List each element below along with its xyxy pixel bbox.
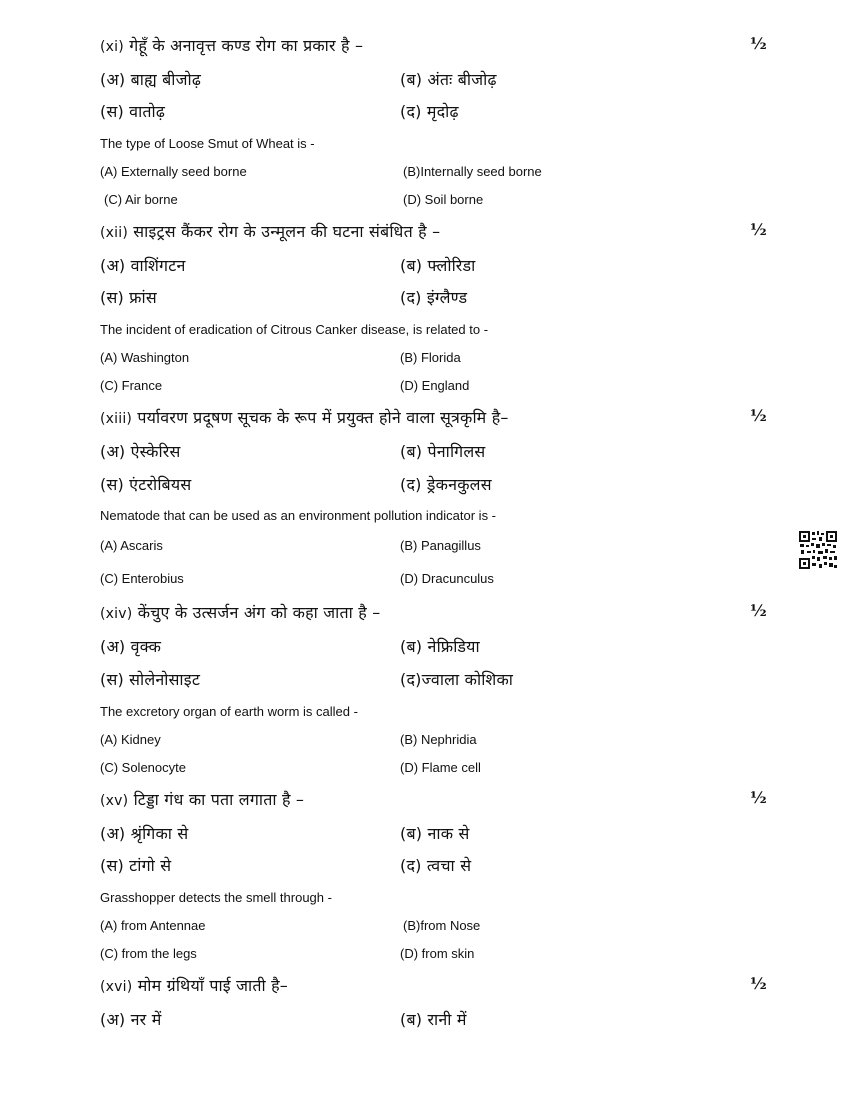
option-hi-b: (ब) अंतः बीजोढ़ — [400, 70, 497, 89]
question-xiv-hindi: (xiv) केंचुए के उत्सर्जन अंग को कहा जाता है – — [100, 603, 381, 622]
option-hi-d: (द) इंग्लैण्ड — [400, 288, 468, 307]
option-hi-a: (अ) बाह्य बीजोढ़ — [100, 70, 202, 89]
option-en-d: (D) Dracunculus — [400, 571, 494, 586]
option-en-c: (C) Air borne — [104, 192, 178, 207]
marks-xv: ½ — [750, 788, 767, 807]
option-hi-a: (अ) ऐस्केरिस — [100, 442, 181, 461]
option-hi-c: (स) टांगो से — [100, 856, 172, 875]
option-hi-b: (ब) पेनागिलस — [400, 442, 486, 461]
option-hi-a: (अ) नर में — [100, 1010, 162, 1029]
marks-xi: ½ — [750, 34, 767, 53]
option-en-d: (D) Flame cell — [400, 760, 481, 775]
option-hi-a: (अ) वाशिंगटन — [100, 256, 186, 275]
qr-code-icon — [798, 530, 838, 570]
question-xii-english: The incident of eradication of Citrous Canker disease, is related to - — [100, 322, 489, 337]
marks-xvi: ½ — [750, 974, 767, 993]
question-xiv-english: The excretory organ of earth worm is called - — [100, 704, 358, 719]
option-en-b: (B) Nephridia — [400, 732, 477, 747]
option-en-c: (C) France — [100, 378, 163, 393]
marks-xiv: ½ — [750, 601, 767, 620]
option-hi-d: (द) त्वचा से — [400, 856, 472, 875]
question-xiii-english: Nematode that can be used as an environment pollution indicator is - — [100, 508, 497, 523]
question-xii-hindi: (xii) साइट्रस कैंकर रोग के उन्मूलन की घटना संबंधित है – — [100, 222, 441, 241]
question-xi-english: The type of Loose Smut of Wheat is - — [100, 136, 315, 151]
option-en-a: (A) Ascaris — [100, 538, 163, 553]
option-hi-b: (ब) रानी में — [400, 1010, 467, 1029]
option-en-c: (C) Solenocyte — [100, 760, 186, 775]
option-hi-d: (द)ज्वाला कोशिका — [400, 670, 514, 689]
option-en-d: (D) from skin — [400, 946, 475, 961]
option-en-b: (B)Internally seed borne — [403, 164, 542, 179]
option-hi-c: (स) वातोढ़ — [100, 102, 166, 121]
option-en-b: (B)from Nose — [403, 918, 481, 933]
option-en-a: (A) Kidney — [100, 732, 161, 747]
option-hi-c: (स) फ्रांस — [100, 288, 157, 307]
option-en-a: (A) Externally seed borne — [100, 164, 247, 179]
option-hi-a: (अ) वृक्क — [100, 637, 162, 656]
option-hi-b: (ब) फ्लोरिडा — [400, 256, 476, 275]
option-en-d: (D) England — [400, 378, 470, 393]
option-hi-d: (द) मृदोढ़ — [400, 102, 459, 121]
option-hi-b: (ब) नाक से — [400, 824, 470, 843]
option-en-b: (B) Panagillus — [400, 538, 481, 553]
option-hi-b: (ब) नेफ्रिडिया — [400, 637, 480, 656]
option-hi-a: (अ) श्रृंगिका से — [100, 824, 189, 843]
marks-xiii: ½ — [750, 406, 767, 425]
question-xv-hindi: (xv) टिड्डा गंध का पता लगाता है – — [100, 790, 305, 809]
question-xv-english: Grasshopper detects the smell through - — [100, 890, 332, 905]
option-en-a: (A) Washington — [100, 350, 190, 365]
marks-xii: ½ — [750, 220, 767, 239]
question-xi-hindi: (xi) गेहूँ के अनावृत्त कण्ड रोग का प्रकार है – — [100, 36, 364, 55]
option-en-a: (A) from Antennae — [100, 918, 206, 933]
option-en-d: (D) Soil borne — [403, 192, 484, 207]
question-xvi-hindi: (xvi) मोम ग्रंथियाँ पाई जाती है– — [100, 976, 288, 995]
option-hi-c: (स) सोलेनोसाइट — [100, 670, 201, 689]
option-en-c: (C) from the legs — [100, 946, 197, 961]
option-hi-d: (द) ड्रेकनकुलस — [400, 475, 492, 494]
option-en-c: (C) Enterobius — [100, 571, 184, 586]
question-xiii-hindi: (xiii) पर्यावरण प्रदूषण सूचक के रूप में प्रयुक्त होने वाला सूत्रकृमि है– — [100, 408, 509, 427]
option-hi-c: (स) एंटरोबियस — [100, 475, 192, 494]
option-en-b: (B) Florida — [400, 350, 461, 365]
